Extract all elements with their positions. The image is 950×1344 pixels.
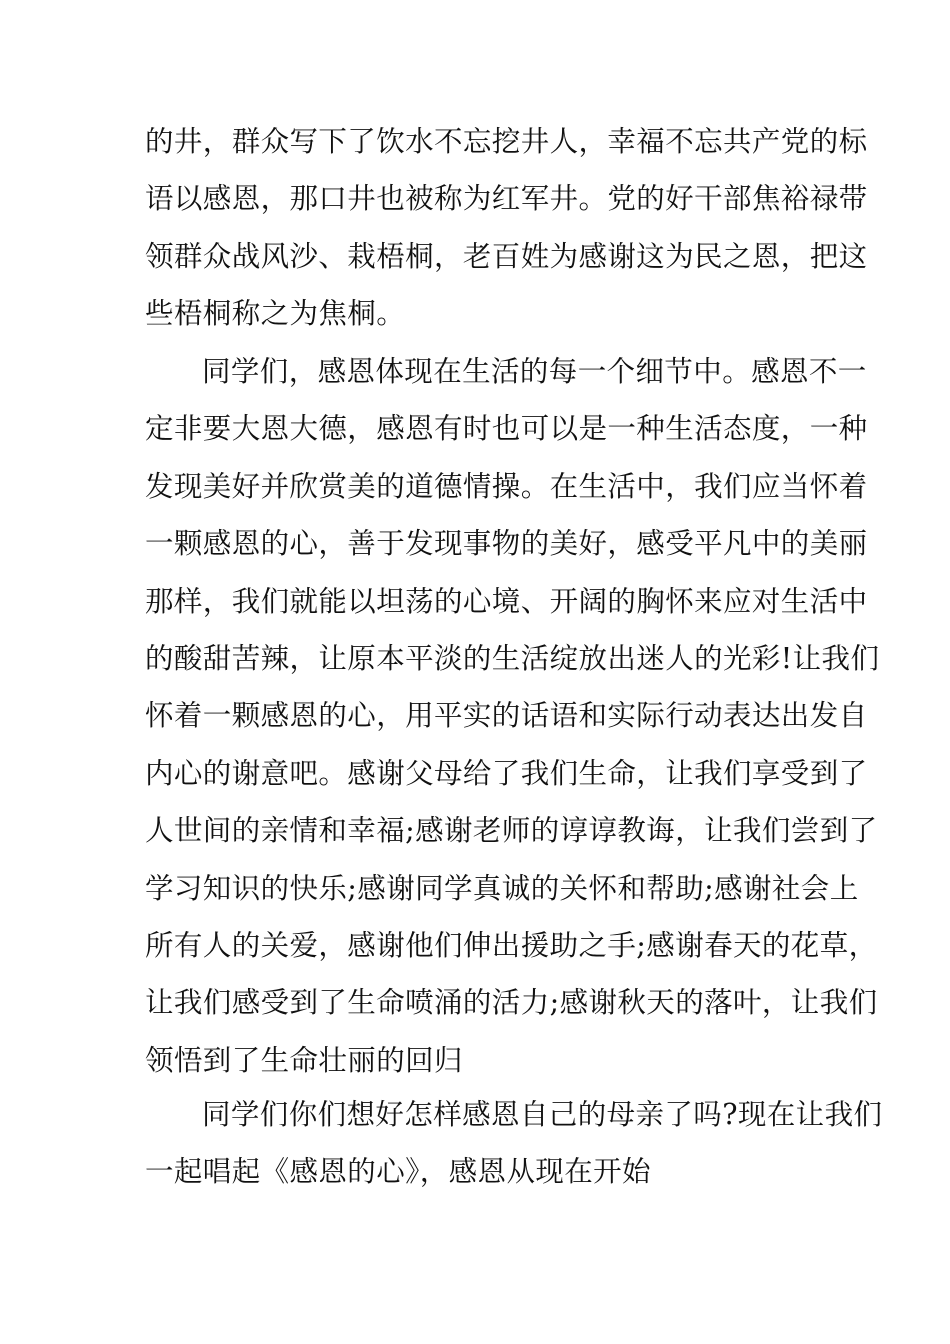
text-line: 一颗感恩的心，善于发现事物的美好，感受平凡中的美丽 bbox=[145, 527, 868, 561]
text-line: 发现美好并欣赏美的道德情操。在生活中，我们应当怀着 bbox=[145, 469, 868, 503]
text-line: 的井，群众写下了饮水不忘挖井人，幸福不忘共产党的标 bbox=[145, 125, 868, 158]
text-line: 的酸甜苦辣，让原本平淡的生活绽放出迷人的光彩!让我们 bbox=[145, 641, 880, 675]
text-line: 些梧桐称之为焦桐。 bbox=[145, 297, 406, 331]
paragraph-3 bbox=[145, 1086, 883, 1201]
text-line: 内心的谢意吧。感谢父母给了我们生命，让我们享受到了 bbox=[145, 756, 868, 790]
text-line: 学习知识的快乐;感谢同学真诚的关怀和帮助;感谢社会上 bbox=[145, 871, 859, 905]
text-line: 领群众战风沙、栽梧桐，老百姓为感谢这为民之恩，把这 bbox=[145, 239, 868, 273]
text-line: 定非要大恩大德，感恩有时也可以是一种生活态度，一种 bbox=[145, 412, 868, 446]
text-line: 同学们你们想好怎样感恩自己的母亲了吗?现在让我们 bbox=[202, 1098, 883, 1131]
text-line: 所有人的关爱，感谢他们伸出援助之手;感谢春天的花草， bbox=[145, 928, 878, 962]
paragraph-2 bbox=[145, 343, 880, 1089]
text-line: 那样，我们就能以坦荡的心境、开阔的胸怀来应对生活中 bbox=[145, 584, 868, 618]
text-line: 语以感恩，那口井也被称为红军井。党的好干部焦裕禄带 bbox=[145, 182, 868, 216]
text-line: 同学们，感恩体现在生活的每一个细节中。感恩不一 bbox=[202, 355, 867, 388]
text-line: 人世间的亲情和幸福;感谢老师的谆谆教诲，让我们尝到了 bbox=[145, 814, 878, 848]
paragraph-1 bbox=[145, 113, 868, 343]
text-line: 怀着一颗感恩的心，用平实的话语和实际行动表达出发自 bbox=[145, 699, 868, 733]
text-line: 领悟到了生命壮丽的回归 bbox=[145, 1043, 463, 1077]
text-line: 一起唱起《感恩的心》，感恩从现在开始 bbox=[145, 1155, 651, 1189]
text-line: 让我们感受到了生命喷涌的活力;感谢秋天的落叶，让我们 bbox=[145, 986, 878, 1020]
